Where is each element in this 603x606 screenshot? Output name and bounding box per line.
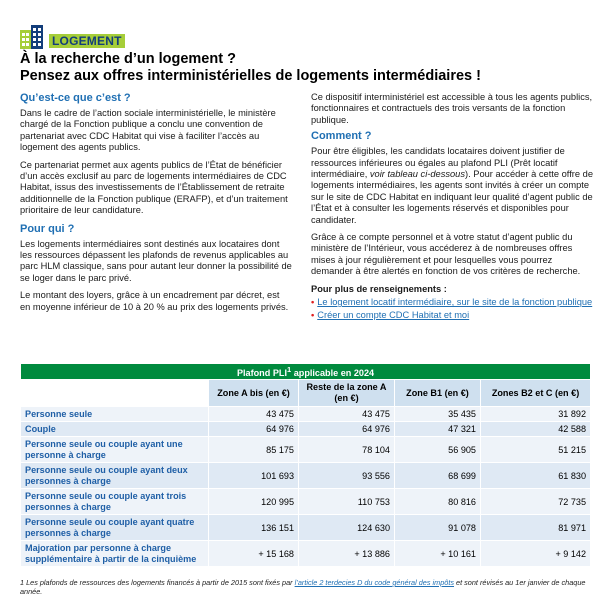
table-row — [21, 437, 591, 463]
footnote-text-c: janvier de chaque année. — [20, 578, 586, 596]
link-fonction-publique[interactable] — [311, 297, 593, 308]
table-caption-suffix: applicable en 2024 — [291, 368, 375, 379]
table-cell: 56 905 — [395, 437, 481, 463]
page-title — [20, 51, 595, 85]
table-row — [21, 463, 591, 489]
table-cell: 85 175 — [209, 437, 299, 463]
heading-who: Pour qui ? — [20, 222, 75, 235]
table-caption — [21, 364, 591, 380]
table-cell: 72 735 — [481, 489, 591, 515]
table-cell: 43 475 — [209, 407, 299, 422]
column-header: Reste de la zone A (en €) — [299, 380, 395, 407]
link-cdc-habitat[interactable] — [311, 310, 593, 321]
heading-how: Comment ? — [311, 130, 372, 143]
table-cell: + 15 168 — [209, 541, 299, 567]
table-cell: + 9 142 — [481, 541, 591, 567]
eligibility-text-a: Pour être éligibles, les candidats locataires doivent justifier de ressources inférieures ou égales au plafond PLI (Prêt locatif intermédiaire, — [311, 146, 565, 180]
column-header: Zone A bis (en €) — [209, 380, 299, 407]
right-column — [311, 92, 593, 322]
paragraph-convention: Dans le cadre de l’action sociale interministérielle, le ministère chargé de la Fonction publique a conclu une convention de partenariat avec CDC Habitat qui vise à faciliter l’accès au logement des agents publics. — [20, 108, 276, 153]
table-cell: 64 976 — [299, 422, 395, 437]
bullet-icon: • — [311, 309, 315, 320]
row-label: Personne seule ou couple ayant trois personnes à charge — [21, 489, 209, 515]
table-row — [21, 489, 591, 515]
row-label: Personne seule ou couple ayant une personne à charge — [21, 437, 209, 463]
heading-what: Qu’est-ce que c’est ? — [20, 92, 131, 104]
footnote — [20, 578, 595, 596]
pli-table — [20, 363, 591, 567]
paragraph-tenants: Les logements intermédiaires sont destinés aux locataires dont les ressources dépassent les plafonds de revenus applicables au parc HLM classique, sans pour autant leur donner la possibilité de se loger dans le parc privé. — [20, 238, 292, 283]
table-caption-sup: 1 — [286, 365, 292, 374]
more-info-title: Pour plus de renseignements : — [311, 283, 447, 294]
section-tag: LOGEMENT — [49, 34, 125, 48]
table-row — [21, 541, 591, 567]
table-cell: 31 892 — [481, 407, 591, 422]
table-cell: + 10 161 — [395, 541, 481, 567]
footnote-text-a: 1 Les plafonds de ressources des logements financés à partir de 2015 sont fixés par — [20, 578, 295, 587]
eligibility-text-em: voir tableau ci-dessous — [369, 169, 465, 180]
table-cell: 124 630 — [299, 515, 395, 541]
footnote-link-cgi[interactable]: l’article 2 terdecies D du code général des impôts — [294, 578, 455, 587]
row-label: Personne seule — [21, 407, 209, 422]
table-cell: 42 588 — [481, 422, 591, 437]
table-cell: 64 976 — [209, 422, 299, 437]
table-cell: 80 816 — [395, 489, 481, 515]
column-header: Zone B1 (en €) — [395, 380, 481, 407]
paragraph-account: Grâce à ce compte personnel et à votre statut d’agent public du ministère de l’Intérieur, vous accéderez à de nombreuses offres mises à jour régulièrement et pour lesquelles vous pourrez demander à être alertés en fonction de vos critères de recherche. — [311, 232, 581, 277]
table-cell: 43 475 — [299, 407, 395, 422]
footnote-text-b: et sont révisés au — [454, 578, 516, 587]
row-label: Majoration par personne à charge supplémentaire à partir de la cinquième — [21, 541, 209, 567]
paragraph-eligibility — [311, 146, 593, 226]
link-cdc-habitat-label: Créer un compte CDC Habitat et moi — [317, 309, 470, 320]
row-label: Couple — [21, 422, 209, 437]
table-cell: 68 699 — [395, 463, 481, 489]
table-row — [21, 407, 591, 422]
left-column — [20, 92, 292, 319]
table-cell: 91 078 — [395, 515, 481, 541]
table-row — [21, 515, 591, 541]
title-line-1: À la recherche d’un logement ? — [20, 51, 236, 67]
table-cell: 93 556 — [299, 463, 395, 489]
paragraph-rents: Le montant des loyers, grâce à un encadrement par décret, est en moyenne inférieur de 10 à 20 % au prix des logements privés. — [20, 290, 289, 312]
building-icon — [19, 24, 45, 50]
table-cell: 35 435 — [395, 407, 481, 422]
eligibility-text-b: ). Pour accéder à cette offre de logements intermédiaires, les agents sont invités à créer un compte sur le site de CDC Habitat en indiquant leur qualité d’agent public de l’État et à consulter les logements réservés et disponibles pour candidater. — [311, 169, 593, 225]
table-cell: 61 830 — [481, 463, 591, 489]
table-cell: 51 215 — [481, 437, 591, 463]
column-header: Zones B2 et C (en €) — [481, 380, 591, 407]
paragraph-access: Ce dispositif interministériel est accessible à tous les agents publics, fonctionnaires et contractuels des trois versants de la fonction publique. — [311, 92, 593, 125]
link-fonction-publique-label: Le logement locatif intermédiaire, sur le site de la fonction publique — [317, 297, 593, 308]
footnote-date: 1er — [515, 578, 526, 587]
table-cell: 81 971 — [481, 515, 591, 541]
table-cell: 120 995 — [209, 489, 299, 515]
table-cell: + 13 886 — [299, 541, 395, 567]
row-label: Personne seule ou couple ayant quatre personnes à charge — [21, 515, 209, 541]
bullet-icon: • — [311, 297, 315, 308]
table-cell: 136 151 — [209, 515, 299, 541]
table-cell: 110 753 — [299, 489, 395, 515]
row-label: Personne seule ou couple ayant deux personnes à charge — [21, 463, 209, 489]
title-line-2: Pensez aux offres interministérielles de logements intermédiaires ! — [20, 68, 481, 84]
table-caption-text: Plafond PLI — [236, 368, 287, 379]
table-cell: 101 693 — [209, 463, 299, 489]
table-cell: 78 104 — [299, 437, 395, 463]
table-cell: 47 321 — [395, 422, 481, 437]
table-corner — [21, 380, 209, 407]
table-row — [21, 422, 591, 437]
paragraph-partnership: Ce partenariat permet aux agents publics de l’État de bénéficier d’un accès exclusif au parc de logements intermédiaires de CDC Habitat, issus des investissements de l’Établissement de retraite additionnelle de la Fonction publique (ERAFP), et d’un traitement prioritaire de leur candidature. — [20, 159, 288, 216]
